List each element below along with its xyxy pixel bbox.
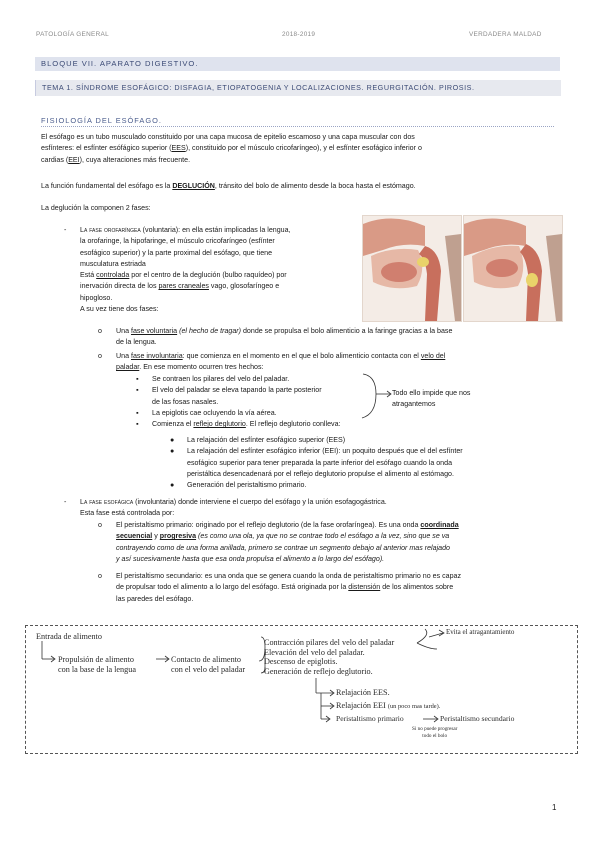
circle-bullet: o	[98, 327, 102, 335]
side-note: Todo ello impide que nos atragantemos	[392, 389, 471, 409]
diagram-peri-primario: Peristaltismo primario	[336, 714, 404, 723]
diagram-evita: Evita el atragantamiento	[446, 628, 515, 636]
header-year: 2018-2019	[282, 31, 316, 38]
bracket-arrow	[360, 372, 394, 422]
diagram-entrada: Entrada de alimento	[36, 632, 102, 641]
diagram-contacto: Contacto de alimento con el velo del paladar	[171, 655, 246, 674]
oropharyngeal-phase: La fase orofaríngea (voluntaria): en ella están implicadas la lengua, la orofaringe, la hipofaringe, el músculo cricofaríngeo (esfínter esofágico superior) y la parte proximal del esófago, que tiene musculatura estriada Está controlada por el centro de la deglución (bulbo raquídeo) por inervación directa de los pares craneales vago, glosofaríngeo e hipogloso. A su vez tiene dos fases:	[80, 226, 291, 314]
circle-bullet: o	[98, 521, 102, 529]
diagram-propulsion: Propulsión de alimento con la base de la lengua	[58, 655, 136, 674]
circle-bullet: o	[98, 352, 102, 360]
swallowing-illustration-2	[463, 215, 563, 322]
diagram-events: Contracción pilares del velo del paladar Elevación del velo del paladar. Descenso de epiglotis. Generación de reflejo deglutorio.	[264, 638, 395, 676]
diagram-note: Si no puede progresar todo el bolo	[412, 726, 458, 739]
intro-paragraph: El esófago es un tubo musculado constituido por una capa mucosa de epitelio escamoso y una capa muscular con dos esfínteres: el esfínter esófágico superior (EES), constituido por el músculo cricofaríngeo), y el esfínter esofágico inferior o cardias (EEI), cuya alteraciones más frecuente.	[41, 133, 422, 164]
topic-title: TEMA 1. SÍNDROME ESOFÁGICO: DISFAGIA, ETIOPATOGENIA Y LOCALIZACIONES. REGURGITACIÓN. PIROSIS.	[35, 80, 561, 96]
voluntary-subphase: Una fase voluntaria (el hecho de tragar) donde se propulsa el bolo alimenticio a la faringe gracias a la base de la lengua.	[116, 327, 453, 347]
diagram-rel-ees: Relajación EES.	[336, 688, 390, 697]
dash-bullet: -	[64, 498, 67, 506]
block-title: BLOQUE VII. APARATO DIGESTIVO.	[35, 57, 560, 71]
diagram-rel-eei: Relajación EEI (un poco mas tarde).	[336, 701, 441, 710]
circle-bullet: o	[98, 572, 102, 580]
section-divider	[41, 126, 554, 127]
secondary-peristalsis: El peristaltismo secundario: es una onda que se genera cuando la onda de peristaltismo primario no es capaz de propulsar todo el alimento a lo largo del esófago. Está originada por la distensión de los alimentos sobre las paredes del esófago.	[116, 572, 462, 603]
header-course: PATOLOGÍA GENERAL	[36, 31, 109, 38]
swallowing-illustration-1	[362, 215, 462, 322]
page-number: 1	[552, 803, 557, 812]
diagram-peri-secundario: Peristaltismo secundario	[440, 714, 515, 723]
header-author: VERDADERA MALDAD	[469, 31, 542, 38]
primary-peristalsis: El peristaltismo primario: originado por el reflejo deglutorio (de la fase orofaríngea). Es una onda coordinada secuencial y progresiva (es como una ola, ya que no se contrae todo el esófago a la vez, sino que se va contrayendo como de una forma anillada, primero se contrae un segmento debajo al anterior mas relajado y así sucesivamente hasta que esa onda propulsa el alimento a lo largo del esófago).	[116, 521, 459, 563]
function-paragraph: La función fundamental del esófago es la DEGLUCIÓN, tránsito del bolo de alimento desde la boca hasta el estómago.	[41, 182, 416, 190]
phases-intro: La deglución la componen 2 fases:	[41, 204, 151, 212]
dash-bullet: -	[64, 226, 67, 234]
reflex-effects: ● La relajación del esfínter esofágico superior (EES) ● La relajación del esfínter esofágico inferior (EEI): un poquito después que el del esfínter esofágico superior para tener preparada la parte inferior del esófago cuando la onda peristáltica desencadenará por el reflejo deglutorio propulse el alimento al estómago. ● Generación del peristaltismo primario.	[170, 436, 463, 490]
esophageal-phase: La fase esofágica (involuntaria) donde interviene el cuerpo del esófago y la unión esofagogástrica. Esta fase está controlada por:	[80, 498, 387, 518]
involuntary-subphase: Una fase involuntaria: que comienza en el momento en el que el bolo alimenticio contacta con el velo del paladar. En ese momento ocurren tres hechos:	[116, 352, 446, 372]
section-title: FISIOLOGÍA DEL ESÓFAGO.	[41, 116, 162, 125]
involuntary-events: ▪ Se contraen los pilares del velo del paladar. ▪ El velo del paladar se eleva tapando la parte posterior de las fosas nasales. ▪ La epiglotis cae ocluyendo la vía aérea. ▪ Comienza el reflejo deglutorio. El reflejo deglutorio conlleva:	[136, 375, 341, 429]
